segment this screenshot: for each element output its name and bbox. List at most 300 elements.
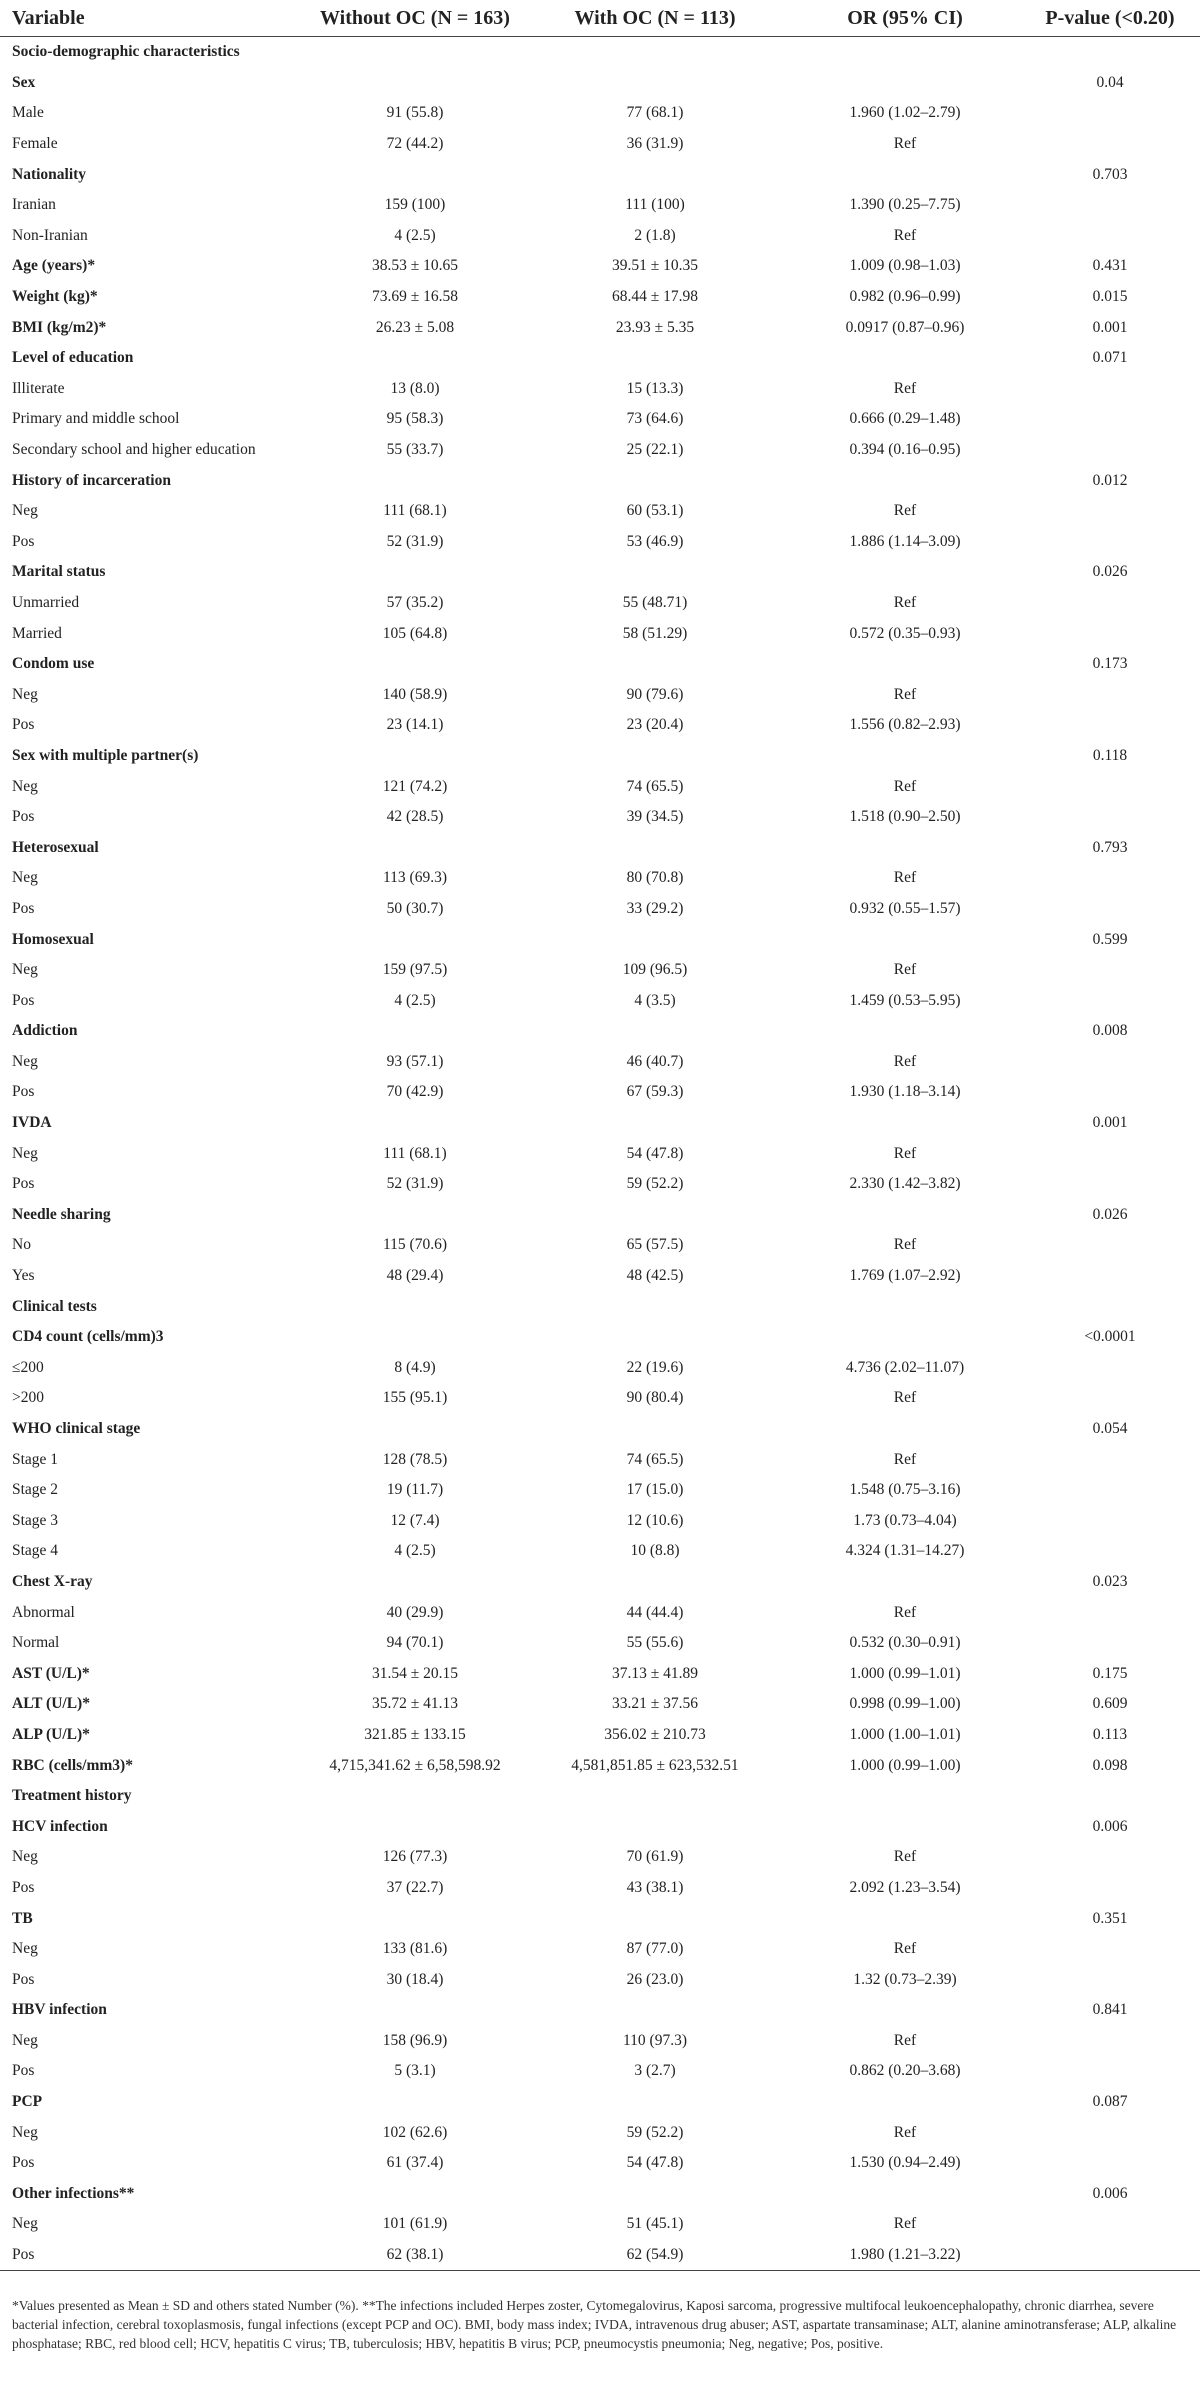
table-row [0, 374, 1200, 405]
cell-p-value: 0.04 [1096, 73, 1124, 91]
cell-variable: Neg [12, 502, 38, 520]
cell-p-value: 0.351 [1092, 1909, 1128, 1927]
cell-with-oc [520, 1291, 790, 1322]
cell-variable: IVDA [12, 1114, 52, 1132]
cell-without-oc [310, 1322, 520, 1353]
cell-without-oc: 121 (74.2) [382, 777, 448, 795]
cell-p-value [1020, 374, 1200, 405]
cell-variable: Neg [12, 1052, 38, 1070]
cell-or-ci: 1.960 (1.02–2.79) [849, 104, 961, 122]
cell-without-oc: 38.53 ± 10.65 [371, 257, 458, 275]
cell-or-ci: 1.000 (0.99–1.01) [849, 1664, 961, 1682]
cell-or-ci: Ref [893, 777, 917, 795]
table-row [0, 68, 1200, 99]
cell-with-oc: 2 (1.8) [634, 226, 676, 244]
table-row [0, 679, 1200, 710]
cell-p-value: 0.118 [1092, 746, 1128, 764]
table-row [0, 985, 1200, 1016]
table-row [0, 1016, 1200, 1047]
cell-variable: History of incarceration [12, 471, 171, 489]
cell-or-ci: Ref [893, 593, 917, 611]
cell-with-oc: 22 (19.6) [626, 1358, 684, 1376]
cell-or-ci: 1.980 (1.21–3.22) [790, 2240, 1020, 2271]
cell-variable: Stage 1 [12, 1450, 59, 1468]
table-row [0, 1873, 1200, 1904]
cell-or-ci: 1.556 (0.82–2.93) [849, 716, 961, 734]
cell-p-value [1020, 190, 1200, 221]
cell-p-value: 0.001 [1092, 318, 1128, 336]
table-row [0, 771, 1200, 802]
table-row [0, 618, 1200, 649]
cell-p-value [1020, 710, 1200, 741]
cell-with-oc [520, 37, 790, 68]
cell-p-value [1020, 1506, 1200, 1537]
cell-variable: Heterosexual [12, 838, 99, 856]
table-row [0, 1169, 1200, 1200]
cell-or-ci: 0.982 (0.96–0.99) [849, 288, 961, 306]
cell-without-oc: 70 (42.9) [386, 1083, 444, 1101]
cell-or-ci: 0.0917 (0.87–0.96) [845, 318, 965, 336]
cell-or-ci [790, 1322, 1020, 1353]
cell-or-ci: 1.000 (0.99–1.00) [849, 1756, 961, 1774]
cell-with-oc [520, 832, 790, 863]
table-row [0, 190, 1200, 221]
cell-without-oc [310, 37, 520, 68]
cell-with-oc: 44 (44.4) [626, 1603, 684, 1621]
table-row [0, 1322, 1200, 1353]
cell-or-ci: 2.092 (1.23–3.54) [849, 1878, 961, 1896]
cell-variable: Normal [12, 1634, 60, 1652]
cell-with-oc: 15 (13.3) [626, 379, 684, 397]
cell-variable: AST (U/L)* [12, 1664, 90, 1682]
cell-without-oc: 140 (58.9) [382, 685, 448, 703]
cell-with-oc: 39.51 ± 10.35 [611, 257, 698, 275]
cell-variable: RBC (cells/mm3)* [12, 1756, 133, 1774]
table-row [0, 221, 1200, 252]
cell-without-oc [310, 1016, 520, 1047]
table-row [0, 1934, 1200, 1965]
table-row [0, 1842, 1200, 1873]
cell-variable: Primary and middle school [12, 410, 180, 428]
cell-or-ci: 2.330 (1.42–3.82) [849, 1175, 961, 1193]
cell-p-value: 0.087 [1092, 2093, 1128, 2111]
cell-without-oc: 321.85 ± 133.15 [364, 1725, 466, 1743]
cell-with-oc: 43 (38.1) [626, 1878, 684, 1896]
cell-variable: Pos [12, 532, 35, 550]
cell-variable: Chest X-ray [12, 1572, 93, 1590]
cell-p-value: 0.026 [1092, 1205, 1128, 1223]
cell-without-oc: 115 (70.6) [383, 1236, 447, 1254]
header-or-ci: OR (95% CI) [790, 0, 1020, 37]
cell-with-oc [520, 1016, 790, 1047]
cell-without-oc: 101 (61.9) [382, 2215, 448, 2233]
cell-without-oc: 72 (44.2) [386, 135, 444, 153]
cell-p-value: 0.793 [1092, 838, 1128, 856]
cell-with-oc: 36 (31.9) [626, 135, 684, 153]
cell-without-oc: 111 (68.1) [383, 1144, 447, 1162]
cell-variable: Pos [12, 2154, 35, 2172]
table-row [0, 2240, 1200, 2271]
cell-with-oc: 90 (79.6) [626, 685, 684, 703]
cell-variable: Level of education [12, 349, 134, 367]
table-row [0, 2148, 1200, 2179]
table-row [0, 955, 1200, 986]
cell-variable: Abnormal [12, 1603, 75, 1621]
cell-with-oc: 70 (61.9) [626, 1848, 684, 1866]
cell-variable: CD4 count (cells/mm)3 [12, 1328, 164, 1346]
cell-variable: Weight (kg)* [12, 288, 98, 306]
header-with-oc: With OC (N = 113) [520, 0, 790, 37]
cell-with-oc [520, 159, 790, 190]
cell-p-value [1020, 1628, 1200, 1659]
cell-variable: Pos [12, 2062, 35, 2080]
cell-without-oc [310, 1903, 520, 1934]
cell-with-oc: 33 (29.2) [626, 899, 684, 917]
cell-with-oc: 39 (34.5) [626, 808, 684, 826]
cell-without-oc: 13 (8.0) [390, 379, 440, 397]
cell-p-value: 0.012 [1092, 471, 1128, 489]
table-row [0, 129, 1200, 160]
cell-or-ci [790, 1200, 1020, 1231]
cell-with-oc: 356.02 ± 210.73 [604, 1725, 706, 1743]
cell-without-oc: 61 (37.4) [386, 2154, 444, 2172]
table-row [0, 1689, 1200, 1720]
cell-without-oc: 23 (14.1) [386, 716, 444, 734]
table-row [0, 557, 1200, 588]
table-row [0, 312, 1200, 343]
cell-with-oc [520, 1995, 790, 2026]
table-row [0, 435, 1200, 466]
table-row [0, 159, 1200, 190]
cell-variable: WHO clinical stage [12, 1420, 141, 1438]
table-row [0, 863, 1200, 894]
table-row [0, 1230, 1200, 1261]
cell-p-value [1020, 1353, 1200, 1384]
cell-or-ci [790, 1414, 1020, 1445]
cell-p-value [1020, 496, 1200, 527]
cell-p-value [1020, 1842, 1200, 1873]
header-without-oc: Without OC (N = 163) [310, 0, 520, 37]
cell-with-oc: 90 (80.4) [626, 1389, 684, 1407]
table-row [0, 1383, 1200, 1414]
cell-with-oc: 59 (52.2) [626, 2123, 684, 2141]
table-row [0, 1536, 1200, 1567]
cell-variable: Neg [12, 777, 38, 795]
cell-or-ci: 0.998 (0.99–1.00) [849, 1695, 961, 1713]
table-row [0, 1353, 1200, 1384]
cell-p-value [1020, 771, 1200, 802]
cell-with-oc [520, 1567, 790, 1598]
table-row [0, 404, 1200, 435]
cell-p-value [1020, 37, 1200, 68]
cell-without-oc [310, 1200, 520, 1231]
cell-variable: Pos [12, 1175, 35, 1193]
cell-without-oc: 31.54 ± 20.15 [371, 1664, 458, 1682]
cell-p-value: 0.175 [1092, 1664, 1128, 1682]
cell-variable: Female [12, 135, 58, 153]
cell-variable: Illiterate [12, 379, 65, 397]
table-row [0, 2209, 1200, 2240]
table-body [0, 37, 1200, 2271]
cell-variable: Age (years)* [12, 257, 96, 275]
cell-p-value: 0.841 [1092, 2001, 1128, 2019]
cell-without-oc: 12 (7.4) [390, 1511, 440, 1529]
cell-without-oc: 5 (3.1) [394, 2062, 436, 2080]
cell-or-ci: Ref [893, 1450, 917, 1468]
table-row [0, 2087, 1200, 2118]
table-row [0, 1567, 1200, 1598]
cell-variable: Neg [12, 2031, 38, 2049]
cell-without-oc: 40 (29.9) [386, 1603, 444, 1621]
cell-with-oc: 23.93 ± 5.35 [615, 318, 695, 336]
cell-or-ci: Ref [893, 379, 917, 397]
cell-with-oc: 54 (47.8) [626, 2154, 684, 2172]
cell-variable: Pos [12, 716, 35, 734]
cell-variable: Iranian [12, 196, 56, 214]
cell-with-oc [520, 343, 790, 374]
cell-with-oc: 25 (22.1) [626, 441, 684, 459]
cell-or-ci: 1.73 (0.73–4.04) [853, 1511, 957, 1529]
cell-without-oc [310, 1108, 520, 1139]
cell-p-value: <0.0001 [1084, 1328, 1136, 1346]
cell-p-value [1020, 527, 1200, 558]
cell-without-oc: 91 (55.8) [386, 104, 444, 122]
cell-or-ci: Ref [893, 1236, 917, 1254]
cell-or-ci: 1.390 (0.25–7.75) [849, 196, 961, 214]
cell-variable: Pos [0, 2240, 310, 2271]
cell-variable: Pos [12, 991, 35, 1009]
cell-without-oc [310, 1414, 520, 1445]
cell-with-oc [520, 1781, 790, 1812]
cell-variable: HBV infection [12, 2001, 107, 2019]
cell-or-ci: 1.886 (1.14–3.09) [849, 532, 961, 550]
table-row [0, 710, 1200, 741]
cell-or-ci [790, 2087, 1020, 2118]
cell-with-oc: 48 (42.5) [626, 1267, 684, 1285]
cell-with-oc: 55 (55.6) [626, 1634, 684, 1652]
cell-variable: ≤200 [12, 1358, 44, 1376]
cell-or-ci [790, 1108, 1020, 1139]
cell-with-oc: 53 (46.9) [626, 532, 684, 550]
cell-p-value: 0.609 [1092, 1695, 1128, 1713]
cell-or-ci: 1.548 (0.75–3.16) [849, 1481, 961, 1499]
cell-p-value: 0.006 [1092, 1817, 1128, 1835]
table-row [0, 1414, 1200, 1445]
cell-or-ci [790, 465, 1020, 496]
cell-with-oc: 51 (45.1) [626, 2215, 684, 2233]
cell-with-oc [520, 1108, 790, 1139]
cell-with-oc: 110 (97.3) [623, 2031, 687, 2049]
cell-without-oc [310, 2179, 520, 2210]
cell-with-oc: 73 (64.6) [626, 410, 684, 428]
cell-without-oc: 73.69 ± 16.58 [371, 288, 458, 306]
table-row [0, 527, 1200, 558]
cell-without-oc [310, 1995, 520, 2026]
cell-variable: Pos [12, 1970, 35, 1988]
cell-p-value [1020, 985, 1200, 1016]
cell-without-oc: 8 (4.9) [394, 1358, 436, 1376]
cell-or-ci [790, 1995, 1020, 2026]
cell-with-oc: 68.44 ± 17.98 [611, 288, 698, 306]
cell-with-oc: 46 (40.7) [626, 1052, 684, 1070]
cell-or-ci: 1.930 (1.18–3.14) [849, 1083, 961, 1101]
cell-with-oc: 55 (48.71) [622, 593, 688, 611]
cell-variable: Yes [12, 1267, 35, 1285]
cell-variable: Pos [12, 899, 35, 917]
cell-or-ci: Ref [893, 1940, 917, 1958]
cell-p-value: 0.006 [1092, 2184, 1128, 2202]
cell-p-value: 0.026 [1092, 563, 1128, 581]
cell-or-ci: 0.932 (0.55–1.57) [849, 899, 961, 917]
cell-without-oc [310, 1567, 520, 1598]
cell-without-oc: 4 (2.5) [394, 226, 436, 244]
cell-without-oc: 94 (70.1) [386, 1634, 444, 1652]
cell-without-oc [310, 924, 520, 955]
cell-with-oc: 4 (3.5) [634, 991, 676, 1009]
cell-without-oc [310, 465, 520, 496]
cell-variable: Sex [12, 73, 36, 91]
cell-or-ci [790, 37, 1020, 68]
table-row [0, 741, 1200, 772]
cell-p-value [1020, 894, 1200, 925]
cell-p-value: 0.071 [1092, 349, 1128, 367]
table-row [0, 1628, 1200, 1659]
cell-without-oc [310, 832, 520, 863]
cell-p-value [1020, 404, 1200, 435]
cell-p-value [1020, 1781, 1200, 1812]
cell-or-ci [790, 1567, 1020, 1598]
cell-p-value [1020, 1138, 1200, 1169]
cell-with-oc: 12 (10.6) [626, 1511, 684, 1529]
cell-without-oc: 133 (81.6) [382, 1940, 448, 1958]
cell-or-ci: 4.324 (1.31–14.27) [845, 1542, 965, 1560]
cell-with-oc: 74 (65.5) [626, 777, 684, 795]
cell-without-oc: 4,715,341.62 ± 6,58,598.92 [329, 1756, 501, 1774]
table-row [0, 1720, 1200, 1751]
cell-without-oc [310, 1811, 520, 1842]
cell-with-oc: 59 (52.2) [626, 1175, 684, 1193]
cell-with-oc [520, 1811, 790, 1842]
cell-with-oc: 67 (59.3) [626, 1083, 684, 1101]
cell-p-value [1020, 2056, 1200, 2087]
cell-variable: PCP [12, 2093, 43, 2111]
cell-or-ci [790, 68, 1020, 99]
cell-p-value [1020, 1047, 1200, 1078]
cell-p-value [1020, 221, 1200, 252]
cell-p-value [1020, 1536, 1200, 1567]
cell-or-ci: 1.530 (0.94–2.49) [849, 2154, 961, 2172]
cell-without-oc: 93 (57.1) [386, 1052, 444, 1070]
cell-variable: TB [12, 1909, 33, 1927]
header-variable: Variable [0, 0, 310, 37]
cell-without-oc [310, 1291, 520, 1322]
cell-variable: Neg [12, 2215, 38, 2233]
cell-p-value [1020, 1597, 1200, 1628]
cell-p-value [1020, 1934, 1200, 1965]
cell-variable: Marital status [12, 563, 106, 581]
cell-without-oc: 102 (62.6) [382, 2123, 448, 2141]
cell-variable: Secondary school and higher education [12, 441, 256, 459]
cell-or-ci [790, 2179, 1020, 2210]
table-row [0, 1200, 1200, 1231]
cell-without-oc: 111 (68.1) [383, 502, 447, 520]
cell-p-value [1020, 1444, 1200, 1475]
table-row [0, 1475, 1200, 1506]
cell-without-oc: 48 (29.4) [386, 1267, 444, 1285]
cell-or-ci: 1.32 (0.73–2.39) [853, 1970, 957, 1988]
cell-p-value: 0.001 [1092, 1114, 1128, 1132]
table-row [0, 832, 1200, 863]
cell-p-value [1020, 679, 1200, 710]
cell-or-ci: 0.532 (0.30–0.91) [849, 1634, 961, 1652]
cell-with-oc: 33.21 ± 37.56 [611, 1695, 698, 1713]
cell-or-ci: Ref [893, 2031, 917, 2049]
cell-with-oc: 17 (15.0) [626, 1481, 684, 1499]
cell-with-oc: 54 (47.8) [626, 1144, 684, 1162]
cell-without-oc: 155 (95.1) [382, 1389, 448, 1407]
table-row [0, 98, 1200, 129]
table-row [0, 1750, 1200, 1781]
cell-without-oc [310, 159, 520, 190]
cell-or-ci: Ref [893, 961, 917, 979]
table-row [0, 496, 1200, 527]
cell-variable: Clinical tests [12, 1297, 97, 1315]
cell-with-oc [520, 649, 790, 680]
cell-without-oc: 159 (97.5) [382, 961, 448, 979]
cell-or-ci: Ref [893, 1848, 917, 1866]
cell-with-oc [520, 1200, 790, 1231]
cell-without-oc: 4 (2.5) [394, 1542, 436, 1560]
cell-with-oc: 10 (8.8) [630, 1542, 680, 1560]
cell-or-ci [790, 1811, 1020, 1842]
cell-or-ci: 1.518 (0.90–2.50) [849, 808, 961, 826]
cell-with-oc: 74 (65.5) [626, 1450, 684, 1468]
cell-or-ci: Ref [893, 135, 917, 153]
table-row [0, 2117, 1200, 2148]
cell-variable: Stage 3 [12, 1511, 59, 1529]
cell-variable: Neg [12, 1144, 38, 1162]
cell-p-value [1020, 1169, 1200, 1200]
cell-without-oc: 4 (2.5) [394, 991, 436, 1009]
cell-p-value [1020, 2240, 1200, 2271]
cell-or-ci [790, 741, 1020, 772]
table-row [0, 1138, 1200, 1169]
cell-variable: Unmarried [12, 593, 80, 611]
cell-without-oc: 37 (22.7) [386, 1878, 444, 1896]
cell-without-oc [310, 557, 520, 588]
cell-variable: Married [12, 624, 62, 642]
cell-without-oc: 30 (18.4) [386, 1970, 444, 1988]
cell-variable: Male [12, 104, 44, 122]
table-row [0, 2179, 1200, 2210]
cell-or-ci [790, 924, 1020, 955]
cell-without-oc: 126 (77.3) [382, 1848, 448, 1866]
cell-variable: >200 [12, 1389, 44, 1407]
cell-with-oc: 77 (68.1) [626, 104, 684, 122]
cell-without-oc [310, 343, 520, 374]
cell-or-ci: Ref [893, 2123, 917, 2141]
cell-p-value [1020, 955, 1200, 986]
cell-without-oc: 113 (69.3) [383, 869, 447, 887]
cell-without-oc: 57 (35.2) [386, 593, 444, 611]
cell-or-ci: 0.572 (0.35–0.93) [849, 624, 961, 642]
cell-variable: Socio-demographic characteristics [12, 43, 240, 61]
cell-or-ci: 0.666 (0.29–1.48) [849, 410, 961, 428]
cell-p-value [1020, 2209, 1200, 2240]
cell-with-oc: 65 (57.5) [626, 1236, 684, 1254]
cell-with-oc: 60 (53.1) [626, 502, 684, 520]
cell-p-value [1020, 1077, 1200, 1108]
